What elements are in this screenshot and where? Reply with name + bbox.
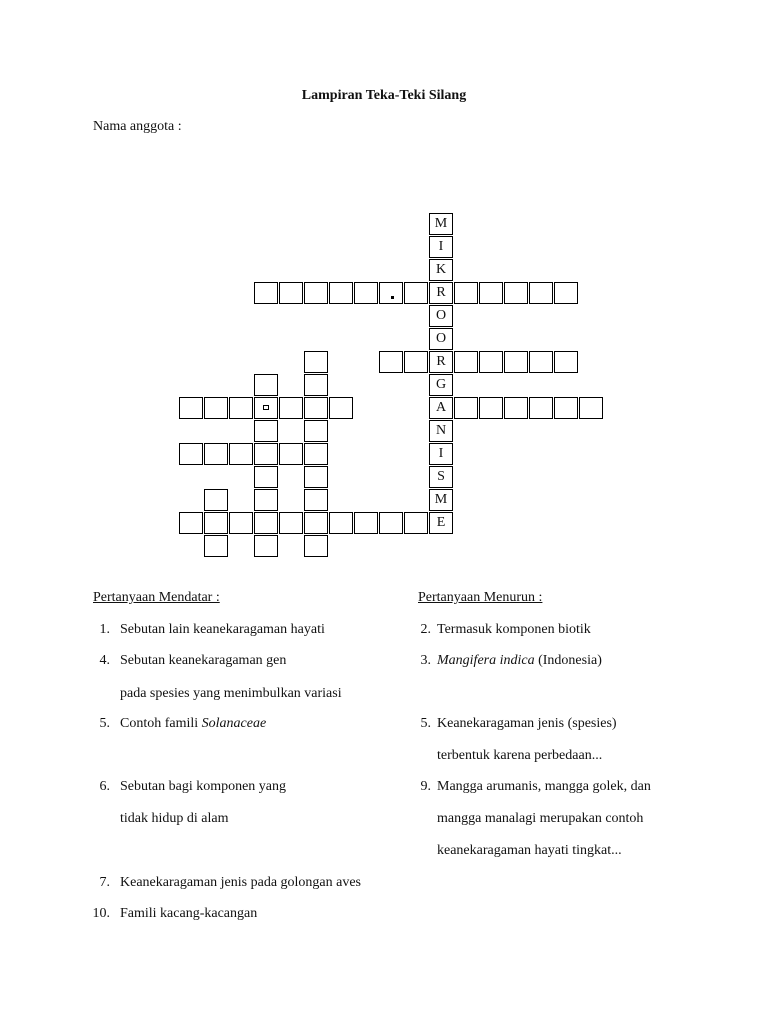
answer-cell[interactable] — [354, 282, 378, 304]
answer-cell[interactable] — [254, 374, 278, 396]
down-clue: Termasuk komponen biotik — [437, 622, 591, 637]
answer-cell[interactable] — [404, 512, 428, 534]
across-clue: Keanekaragaman jenis pada golongan aves — [120, 875, 362, 890]
across-number: 10. — [92, 906, 110, 921]
answer-cell[interactable] — [554, 351, 578, 373]
down-clue-continuation: terbentuk karena perbedaan... — [437, 748, 603, 763]
answer-cell[interactable] — [229, 443, 253, 465]
answer-cell[interactable] — [554, 397, 578, 419]
answer-cell[interactable] — [329, 282, 353, 304]
answer-cell[interactable] — [454, 351, 478, 373]
letter-cell[interactable]: K — [429, 259, 453, 281]
answer-cell[interactable] — [479, 351, 503, 373]
answer-cell[interactable] — [279, 512, 303, 534]
answer-cell[interactable] — [304, 282, 328, 304]
grid-dot-mark — [391, 296, 394, 299]
down-clue: Keanekaragaman jenis (spesies) — [437, 716, 617, 731]
answer-cell[interactable] — [379, 282, 403, 304]
down-clue-continuation: mangga manalagi merupakan contoh — [437, 811, 644, 826]
across-heading: Pertanyaan Mendatar : — [93, 590, 220, 605]
answer-cell[interactable] — [179, 397, 203, 419]
answer-cell[interactable] — [254, 535, 278, 557]
answer-cell[interactable] — [304, 489, 328, 511]
answer-cell[interactable] — [254, 489, 278, 511]
answer-cell[interactable] — [529, 397, 553, 419]
answer-cell[interactable] — [254, 443, 278, 465]
answer-cell[interactable] — [179, 512, 203, 534]
answer-cell[interactable] — [554, 282, 578, 304]
clue-text: Contoh famili — [120, 716, 202, 731]
across-clue: Sebutan keanekaragaman gen — [120, 653, 287, 668]
answer-cell[interactable] — [304, 374, 328, 396]
answer-cell[interactable] — [204, 535, 228, 557]
down-clue: Mangga arumanis, mangga golek, dan — [437, 779, 651, 794]
down-number: 9. — [420, 779, 431, 794]
answer-cell[interactable] — [204, 443, 228, 465]
answer-cell[interactable] — [329, 397, 353, 419]
answer-cell[interactable] — [254, 466, 278, 488]
answer-cell[interactable] — [279, 282, 303, 304]
grid-marker — [263, 405, 269, 410]
answer-cell[interactable] — [254, 420, 278, 442]
clue-text: (Indonesia) — [534, 653, 602, 668]
answer-cell[interactable] — [254, 512, 278, 534]
down-clue — [437, 653, 602, 669]
answer-cell[interactable] — [529, 282, 553, 304]
answer-cell[interactable] — [304, 466, 328, 488]
answer-cell[interactable] — [454, 397, 478, 419]
answer-cell[interactable] — [454, 282, 478, 304]
clue-italic-text: Solanaceae — [201, 716, 267, 731]
across-clue: Famili kacang-kacangan — [120, 906, 258, 921]
answer-cell[interactable] — [179, 443, 203, 465]
across-number: 6. — [99, 779, 110, 794]
answer-cell[interactable] — [479, 282, 503, 304]
letter-cell[interactable]: N — [429, 420, 453, 442]
letter-cell[interactable]: I — [429, 443, 453, 465]
page-title: Lampiran Teka-Teki Silang — [301, 88, 467, 103]
answer-cell[interactable] — [204, 397, 228, 419]
letter-cell[interactable]: R — [429, 282, 453, 304]
letter-cell[interactable]: O — [429, 305, 453, 327]
answer-cell[interactable] — [504, 351, 528, 373]
answer-cell[interactable] — [204, 512, 228, 534]
answer-cell[interactable] — [254, 282, 278, 304]
answer-cell[interactable] — [304, 397, 328, 419]
across-clue — [120, 716, 266, 732]
answer-cell[interactable] — [304, 512, 328, 534]
across-clue-continuation: tidak hidup di alam — [120, 811, 229, 826]
letter-cell[interactable]: O — [429, 328, 453, 350]
letter-cell[interactable]: A — [429, 397, 453, 419]
letter-cell[interactable]: I — [429, 236, 453, 258]
down-heading: Pertanyaan Menurun : — [418, 590, 543, 605]
down-number: 3. — [420, 653, 431, 668]
across-clue-continuation: pada spesies yang menimbulkan variasi — [120, 686, 342, 701]
letter-cell[interactable]: S — [429, 466, 453, 488]
answer-cell[interactable] — [304, 420, 328, 442]
across-number: 7. — [99, 875, 110, 890]
answer-cell[interactable] — [479, 397, 503, 419]
answer-cell[interactable] — [529, 351, 553, 373]
answer-cell[interactable] — [229, 512, 253, 534]
answer-cell[interactable] — [304, 443, 328, 465]
across-number: 5. — [99, 716, 110, 731]
clue-italic-text: Mangifera indica — [437, 653, 535, 668]
letter-cell[interactable]: M — [429, 489, 453, 511]
member-name-label: Nama anggota : — [93, 119, 182, 134]
letter-cell[interactable]: R — [429, 351, 453, 373]
answer-cell[interactable] — [329, 512, 353, 534]
answer-cell[interactable] — [204, 489, 228, 511]
letter-cell[interactable]: G — [429, 374, 453, 396]
answer-cell[interactable] — [404, 282, 428, 304]
across-number: 1. — [99, 622, 110, 637]
answer-cell[interactable] — [354, 512, 378, 534]
across-clue: Sebutan lain keanekaragaman hayati — [120, 622, 325, 637]
across-clue: Sebutan bagi komponen yang — [120, 779, 287, 794]
answer-cell[interactable] — [379, 351, 403, 373]
down-number: 2. — [420, 622, 431, 637]
answer-cell[interactable] — [404, 351, 428, 373]
answer-cell[interactable] — [304, 351, 328, 373]
down-clue-continuation: keanekaragaman hayati tingkat... — [437, 843, 622, 858]
down-number: 5. — [420, 716, 431, 731]
letter-cell[interactable]: M — [429, 213, 453, 235]
answer-cell[interactable] — [229, 397, 253, 419]
answer-cell[interactable] — [504, 282, 528, 304]
answer-cell[interactable] — [279, 443, 303, 465]
answer-cell[interactable] — [379, 512, 403, 534]
answer-cell[interactable] — [279, 397, 303, 419]
answer-cell[interactable] — [504, 397, 528, 419]
answer-cell[interactable] — [304, 535, 328, 557]
letter-cell[interactable]: E — [429, 512, 453, 534]
answer-cell[interactable] — [579, 397, 603, 419]
across-number: 4. — [99, 653, 110, 668]
